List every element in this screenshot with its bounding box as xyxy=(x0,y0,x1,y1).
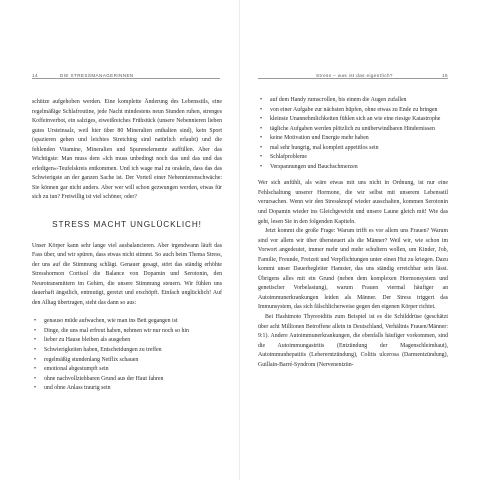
page-number-left: 14 xyxy=(32,73,38,78)
right-text-column xyxy=(258,96,448,370)
list-item: • tägliche Aufgaben werden plötzlich zu unüberwindbaren Hindernissen xyxy=(258,125,448,135)
left-text-column xyxy=(32,98,222,394)
list-item: • lieber zu Hause bleiben als ausgehen xyxy=(32,336,222,346)
list-item: • ohne nachvollziehbaren Grund aus der Haut fahren xyxy=(32,375,222,385)
book-gutter xyxy=(239,0,240,480)
running-head-right: Stress – was ist das eigentlich? xyxy=(316,73,393,78)
list-item: • kleinste Unannehmlichkeiten fühlen sich an wie eine riesige Katastrophe xyxy=(258,115,448,125)
list-item: • regelmäßig stundenlang Netflix schauen xyxy=(32,356,222,366)
list-item: • emotional abgestumpft sein xyxy=(32,365,222,375)
list-item: • mal sehr hungrig, mal komplett appetitlos sein xyxy=(258,144,448,154)
right-paragraph-1: Wer sich anfühlt, als wäre etwas mit uns nicht in Ordnung, ist nur eine Fehlschaltung unserer Hormone, die wir selbst mit unserem Lebensstil verursachen. Wenn wir den Stressknopf wieder ausschalten, kommen Serotonin und Dopamin wieder ins Gleichgewicht und unsere Laune gleich mit! Wie das geht, lesen Sie in den folgenden Kapiteln. xyxy=(258,180,448,225)
spacer xyxy=(258,172,448,179)
right-bullet-list xyxy=(258,96,448,172)
header-rule-left xyxy=(32,78,220,79)
right-paragraph-2: Jetzt kommt die große Frage: Warum trifft es vor allem uns Frauen? Warum sind vor allem wir über übersteuert als die Männer? Weil wir, wie schon im Vorwort angedeutet, immer mehr und mehr schultern wollen, um Kinder, Job, Familie, Freunde, Freizeit und Verpflichtungen unter einen Hut zu kriegen. Dazu kommt unser Dauerbegleiter Hamster, das uns ständig erreichbar sein lässt. Übrigens alles mit ein Grund (neben dem komplexen Hormonsystem und genetischer Vorbelastung), warum Frauen viermal häufiger an Autoimmunerkrankungen leiden als Männer. Der Stress triggert das Immunsystem, das sich fälschlicherweise gegen den eigenen Körper richtet. xyxy=(258,228,448,311)
running-head-left: DIE STRESSMANAGERINNEN xyxy=(60,73,134,78)
list-item: • Dinge, die uns mal erfreut haben, nehmen wir nur noch so hin xyxy=(32,327,222,337)
list-item: • Schwierigkeiten haben, Entscheidungen zu treffen xyxy=(32,346,222,356)
header-rule-right xyxy=(258,78,448,79)
left-paragraph-2: Unser Körper kann sehr lange viel ausbalancieren. Aber irgendwann läuft das Fass über, und wir spüren, dass etwas nicht stimmt. So auch beim Thema Stress, der uns auf die Stimmung schlägt. Genauer gesagt, stört das ständig erhöhte Stresshormon Cortisol die Balance von Dopamin und Serotonin, den Neurotransmittern im Gehirn, die unsere Stimmung steuern. Wir fühlen uns dauerhaft ängstlich, entmutigt, gereizt und erschöpft. Einfach unglücklich! Auf den Alltag übertragen, sieht das dann so aus: xyxy=(32,242,222,306)
list-item: • keine Motivation und Energie mehr haben xyxy=(258,134,448,144)
list-item: • von einer Aufgabe zur nächsten hüpfen, ohne etwas zu Ende zu bringen xyxy=(258,106,448,116)
section-heading: STRESS MACHT UNGLÜCKLICH! xyxy=(52,220,202,230)
page-number-right: 15 xyxy=(442,73,448,78)
left-bullet-list xyxy=(32,317,222,393)
list-item: • auf dem Handy rumscrollen, bis einem die Augen zufallen xyxy=(258,96,448,106)
left-paragraph-1: schütze aufgehoben werden. Eine komplette Änderung des Lebensstils, eine regelmäßige Schlafroutine, jede Nacht mindestens neun Stunden ruhen, strenges Koffeinverbot, ein salziges, eiweißreiches Frühstück (unsere Nebennieren lieben gutes Ursteinsalz, weil hier über 80 Mineralien enthalten sind), kein Sport (spazieren gehen und leichtes Stretching sind natürlich erlaubt) und die fehlenden Vitamine, Mineralien und Spurenelemente auffüllen. Aber das Wichtigste: Man muss dem »Ich muss unbedingt noch das und das und das erledigen«-Teufelskreis entkommen. Und ich wage mal zu orakeln, dass das das Schwierigste an der ganzen Sache ist. Der Vorteil einer Nebennierenschwäche: Sie können gar nicht anders. Aber wer will schon gezwungen werden, etwas für sich zu tun? Freiwillig ist viel schöner, oder? xyxy=(32,99,222,201)
list-item: • Verspannungen und Bauchschmerzen xyxy=(258,163,448,173)
list-item: • Schlafprobleme xyxy=(258,153,448,163)
list-item: • und ohne Anlass traurig sein xyxy=(32,384,222,394)
spacer xyxy=(32,308,222,317)
list-item: • genauso müde aufwachen, wie man ins Bett gegangen ist xyxy=(32,317,222,327)
right-paragraph-3: Bei Hashimoto Thyreoiditis zum Beispiel ist es die Schilddrüse (geschätzt über acht Millionen Betroffene allein in Deutschland, Verhältnis Frauen/Männer: 9:1). Andere Autoimmunerkrankungen, die ebenfalls häufiger vorkommen, sind die Autoimmungastritis (Entzündung der Magenschleimhaut), Autoimmunhepatitis (Lebererntzündung), Colitis ulcerosa (Darmentzündung), Guillain-Barré-Syndrom (Nervenentzün- xyxy=(258,314,448,368)
